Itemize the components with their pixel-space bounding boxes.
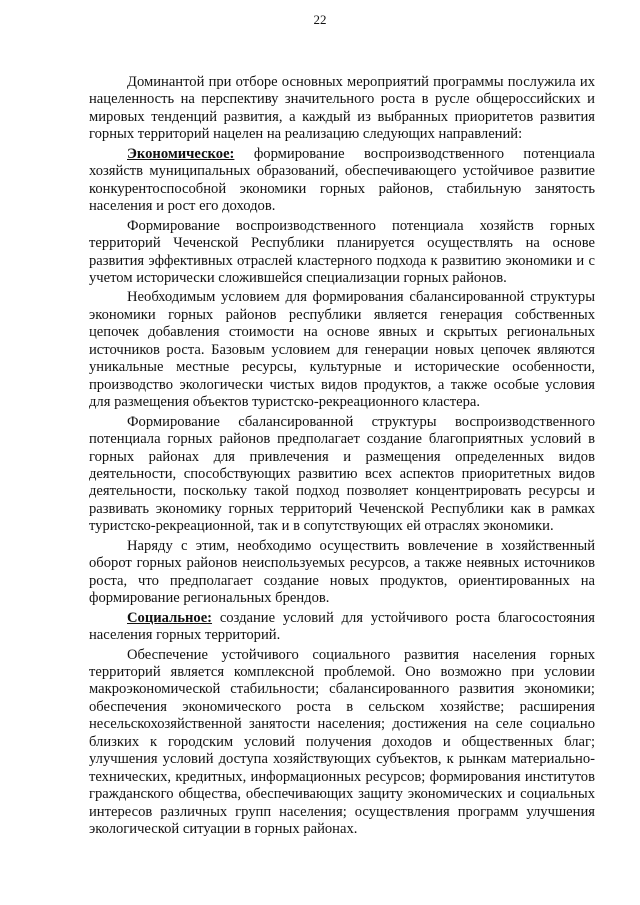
economic-heading: Экономическое:: [127, 145, 235, 162]
paragraph-economic: [89, 146, 595, 216]
social-heading: Социальное:: [127, 609, 213, 626]
paragraph-intro: Доминантой при отборе основных мероприятий программы послужила их нацеленность на перспективу значительного роста в русле общероссийских и мировых тенденций развития, а каждый из выбранных приоритетов развития горных территорий нацелен на реализацию следующих направлений:: [89, 74, 595, 143]
paragraph-social: [89, 610, 595, 645]
economic-text: формирование воспроизводственного потенциала хозяйств муниципальных образований, обеспечивающего устойчивое развитие конкурентоспособной экономики горных районов, стабильную занятость населения и рост его доходов.: [89, 145, 595, 215]
paragraph-social-development: Обеспечение устойчивого социального развития населения горных территорий является комплексной проблемой. Оно возможно при условии макроэкономической стабильности; сбалансированного развития экономики; обеспечения экономического роста в сельском хозяйстве; расширения несельскохозяйственной занятости населения; достижения на селе социально близких к городским условий получения доходов и общественных благ; улучшения условий доступа хозяйствующих субъектов, к рынкам материально-технических, кредитных, информационных ресурсов; формирования институтов гражданского общества, обеспечивающих защиту экономических и социальных интересов различных групп населения; осуществления программ улучшения экологической ситуации в горных районах.: [89, 646, 595, 838]
paragraph-potential-formation: Формирование воспроизводственного потенциала хозяйств горных территорий Чеченской Республики планируется осуществлять на основе развития эффективных отраслей кластерного подхода к развитию экономики и с учетом исторически сложившейся специализации горных районов.: [89, 217, 595, 286]
social-text: создание условий для устойчивого роста благосостояния населения горных территорий.: [89, 609, 595, 644]
paragraph-favorable-conditions: Формирование сбалансированной структуры воспроизводственного потенциала горных районов предполагает создание благоприятных условий в горных районах для привлечения и размещения определенных видов деятельности, способствующих развитию всех аспектов приоритетных видов деятельности, поскольку такой подход позволяет концентрировать ресурсы и развивать экономику горных территорий Чеченской Республики как в рамках туристско-рекреационной, так и в сопутствующих ей отраслях экономики.: [89, 413, 595, 535]
page-number: 22: [313, 12, 327, 27]
paragraph-unused-resources: Наряду с этим, необходимо осуществить вовлечение в хозяйственный оборот горных районов неиспользуемых ресурсов, а также неявных источников роста, что предполагает создание новых продуктов, ориентированных на формирование региональных брендов.: [89, 537, 595, 607]
document-body: [89, 74, 595, 838]
paragraph-balanced-structure: Необходимым условием для формирования сбалансированной структуры экономики горных районов республики является генерация собственных цепочек добавления стоимости на основе явных и скрытых региональных источников роста. Базовым условием для генерации новых цепочек являются уникальные местные ресурсы, культурные и исторические особенности, производство экологически чистых видов продуктов, а также особые условия для размещения объектов туристско-рекреационного кластера.: [89, 289, 595, 411]
